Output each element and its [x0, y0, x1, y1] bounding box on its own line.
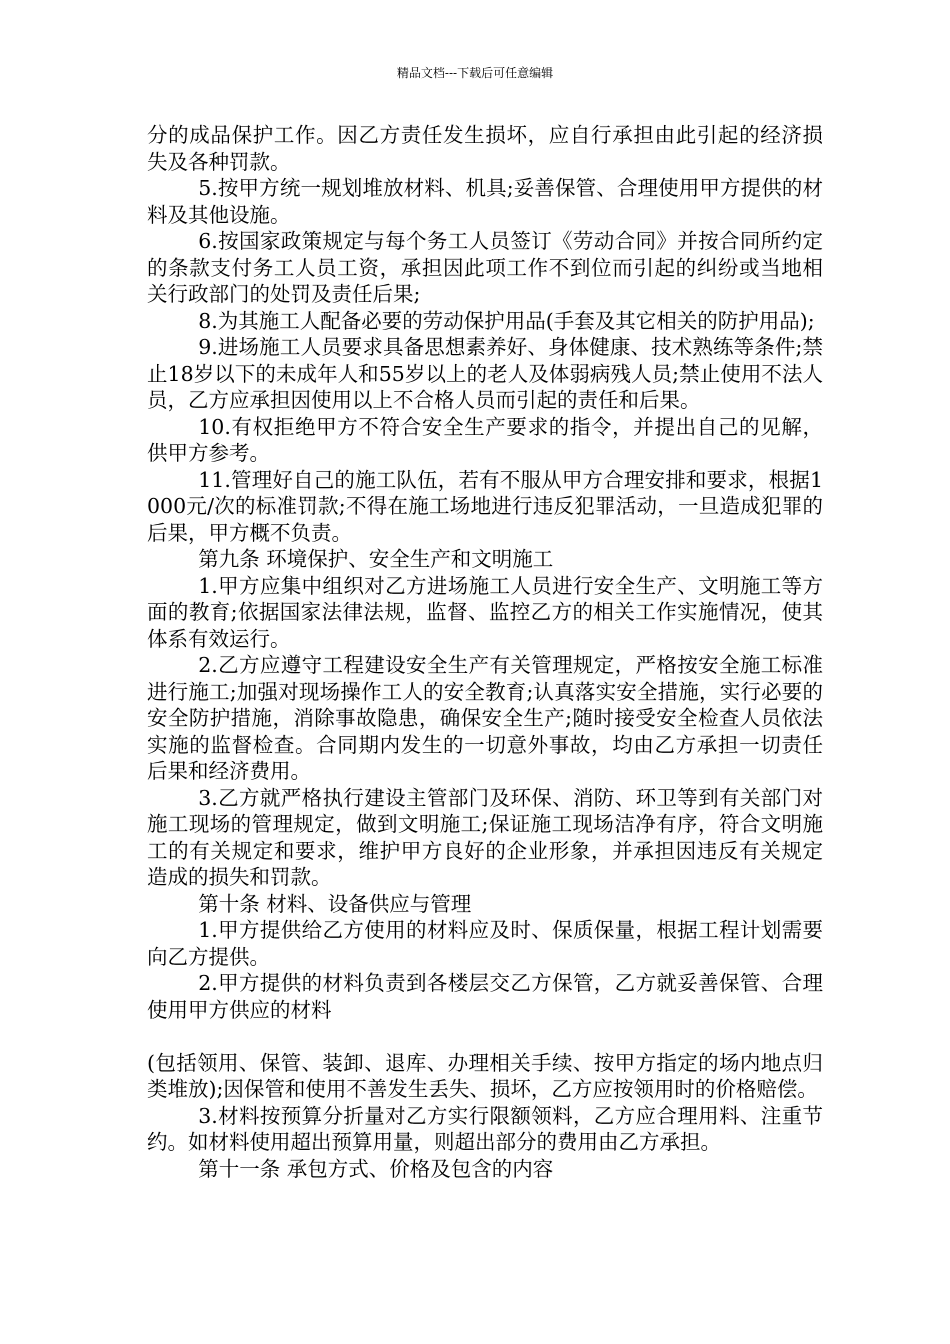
- paragraph: 1.甲方提供给乙方使用的材料应及时、保质保量，根据工程计划需要向乙方提供。: [147, 918, 823, 969]
- paragraph: 2.乙方应遵守工程建设安全生产有关管理规定，严格按安全施工标准进行施工;加强对现场操作工人的安全教育;认真落实安全措施，实行必要的安全防护措施，消除事故隐患，确保安全生产;随时接受安全检查人员依法实施的监督检查。合同期内发生的一切意外事故，均由乙方承担一切责任后果和经济费用。: [147, 653, 823, 783]
- paragraph: 6.按国家政策规定与每个务工人员签订《劳动合同》并按合同所约定的条款支付务工人员工资，承担因此项工作不到位而引起的纠纷或当地相关行政部门的处罚及责任后果;: [147, 229, 823, 306]
- document-body: [147, 122, 823, 1182]
- paragraph: (包括领用、保管、装卸、退库、办理相关手续、按甲方指定的场内地点归类堆放);因保管和使用不善发生丢失、损坏，乙方应按领用时的价格赔偿。: [147, 1050, 823, 1101]
- section-heading: 第十一条 承包方式、价格及包含的内容: [198, 1156, 554, 1181]
- paragraph: 10.有权拒绝甲方不符合安全生产要求的指令，并提出自己的见解，供甲方参考。: [147, 414, 823, 465]
- blank-line: [147, 1023, 823, 1050]
- section-heading: 第九条 环境保护、安全生产和文明施工: [198, 547, 554, 571]
- paragraph: 5.按甲方统一规划堆放材料、机具;妥善保管、合理使用甲方提供的材料及其他设施。: [147, 176, 823, 227]
- paragraph: 2.甲方提供的材料负责到各楼层交乙方保管，乙方就妥善保管、合理使用甲方供应的材料: [147, 971, 823, 1022]
- paragraph: 3.材料按预算分折量对乙方实行限额领料，乙方应合理用料、注重节约。如材料使用超出预算用量，则超出部分的费用由乙方承担。: [147, 1103, 823, 1154]
- paragraph: 8.为其施工人配备必要的劳动保护用品(手套及其它相关的防护用品);: [198, 308, 815, 333]
- page-header: 精品文档---下载后可任意编辑: [396, 66, 554, 80]
- paragraph: 分的成品保护工作。因乙方责任发生损坏，应自行承担由此引起的经济损失及各种罚款。: [147, 123, 823, 174]
- paragraph: 3.乙方就严格执行建设主管部门及环保、消防、环卫等到有关部门对施工现场的管理规定，做到文明施工;保证施工现场洁净有序，符合文明施工的有关规定和要求，维护甲方良好的企业形象，并承担因违反有关规定造成的损失和罚款。: [147, 785, 823, 889]
- paragraph: 11.管理好自己的施工队伍，若有不服从甲方合理安排和要求，根据1000元/次的标准罚款;不得在施工场地进行违反犯罪活动，一旦造成犯罪的后果，甲方概不负责。: [147, 467, 823, 545]
- paragraph: 9.进场施工人员要求具备思想素养好、身体健康、技术熟练等条件;禁止18岁以下的未成年人和55岁以上的老人及体弱病残人员;禁止使用不法人员，乙方应承担因使用以上不合格人员而引起的责任和后果。: [147, 335, 823, 412]
- paragraph: 1.甲方应集中组织对乙方进场施工人员进行安全生产、文明施工等方面的教育;依据国家法律法规，监督、监控乙方的相关工作实施情况，使其体系有效运行。: [147, 573, 823, 651]
- section-heading: 第十条 材料、设备供应与管理: [198, 891, 472, 916]
